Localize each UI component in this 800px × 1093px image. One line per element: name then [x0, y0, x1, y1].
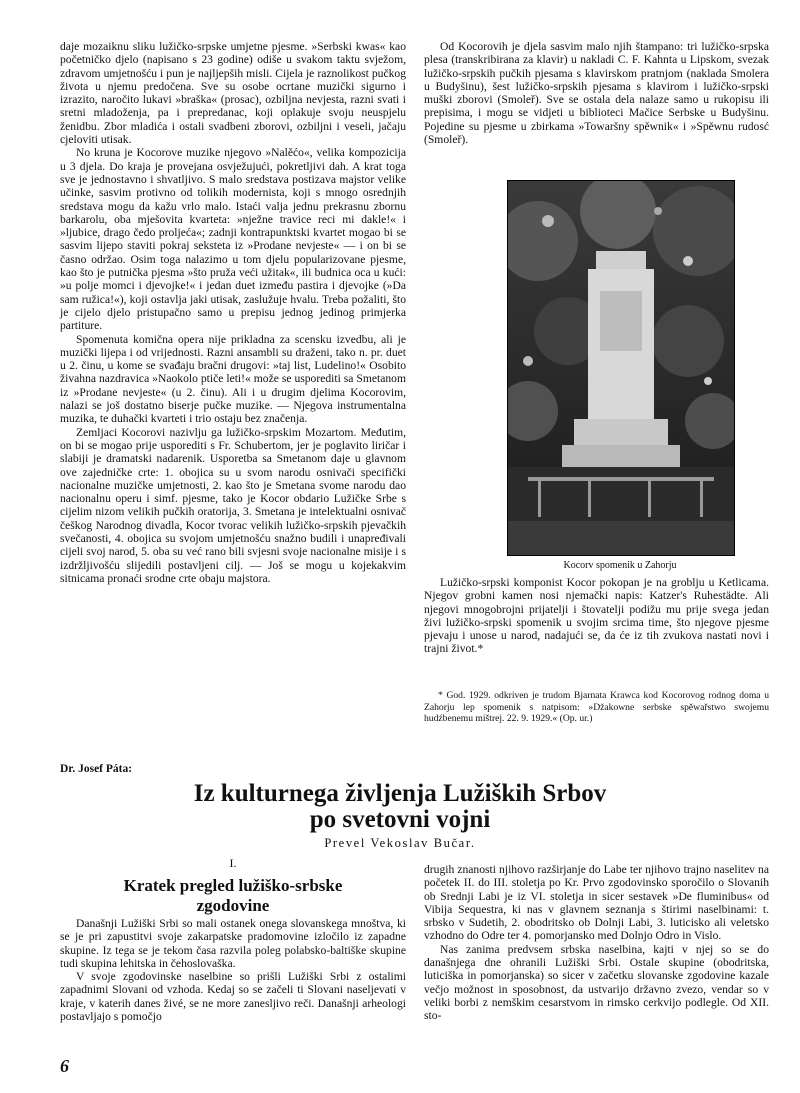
article-title-line2: po svetovni vojni: [309, 806, 491, 833]
paragraph: Zemljaci Kocorovi nazivlju ga lužičko-srpskim Mozartom. Međutim, on bi se mogao prije usporediti s Fr. Schubertom, jer je poglavito liričar i slabiji je dramatski nadarenik. Usporetba sa Smetanom daje u glavnom ove zajedničke crte: 1. obojica su u svom narodu osnivači specifički nacionalne muzičke umjetnosti, 2. kao što je Smetana svome narodu dao nacionalnu operu i simf. pjesme, tako je Kocor obdario Lužičke Srbe s cijelim nizom velikih pučkih oratorija, 3. Smetana je intelektualni osnivač češkog Narodnog divadla, Kocor tvorac velikih lužičko-srpskih pjevačkih svečanosti, 4. obojica su svojom umjetnošću snažno budili i unapređivali cijeli svoj narod, 5. oba su već rano bili svjesni svoje nacionalne misije i s izdržljivošću slijedili postavljeni cilj. — Još se mogu u kojekakvim sitnicama pronaći srodne crte obaju majstora.: [60, 425, 406, 585]
photo-caption: Kocorv spomenik u Zahorju: [563, 560, 677, 571]
monument-photo-illustration: [508, 181, 734, 555]
right-text-column-top: [424, 40, 769, 146]
article-title-line1: Iz kulturnega življenja Lužiških Srbov: [193, 780, 607, 807]
footnote-text: * God. 1929. odkriven je trudom Bjarnata Krawca kod Kocorovog rodnog doma u Zahorju lep spomenik s natpisom: »Džakowne serbske spěwařstwo swojemu hudźbenemu mištrej. 22. 9. 1929.« (Op. ur.): [424, 690, 769, 724]
monument-photo: [507, 180, 735, 556]
paragraph: daje mozaiknu sliku lužičko-srpske umjetne pjesme. »Serbski kwas« kao početničko djelo (napisano s 23 godine) odiše u svakom taktu svježom, zdravom umjetnošću i pun je najljepših misli. Cijela je raznolikost pučkog života u njemu predočena. Sve su osobe ocrtane muzički sigurno i izrazito, naročito lukavi »braška« (prosac), ozbiljna nevjesta, razni svati i sretni mladoženja, pa i prepredanac, koji oplakuje svoju neuspjelu ženidbu. Zbor mladića i ostali svadbeni zborovi, ozbiljni i veseli, jačaju cjeloviti utisak.: [60, 40, 406, 147]
paragraph: Od Kocorovih je djela sasvim malo njih štampano: tri lužičko-srpska plesa (transkribirana za klavir) u nakladi C. F. Kahnta u Lipskom, svezak lužičko-srpskih pučkih pjesama s klavirskom pratnjom (naklada Smolera u Budyšinu), šest lužičko-srpskih pjesama s klavirom i lužičko-srpski muški zborovi (Smoleř). Sve se ostala dela nalaze samo u rukopisu ili prepisima, i mogu se vidjeti u biblioteci Mačice Serbske u Budyšinu. Pojedine su pjesme u zbirkama »Towaršny spěwnik« i »Spěwnu rudosć (Smoleř).: [424, 40, 769, 147]
section-title-line2: zgodovine: [196, 896, 270, 915]
paragraph: V svoje zgodovinske naselbine so prišli Lužiški Srbi z ostalimi zapadnimi Slovani od vzhoda. Kedaj so se začeli ti Slovani naseljevati v kraje, v katerih danes živé, se ne more zanesljivo reči. Današnji arheologi postavljajo s pomočjo: [60, 970, 406, 1024]
page-number: 6: [60, 1056, 69, 1076]
footnote: [424, 690, 769, 725]
paragraph: Spomenuta komična opera nije prikladna za scensku izvedbu, ali je muzički lijepa i od vrijednosti. Razni ansambli su draženi, tako n. pr. duet u 2. činu, u kome se svađaju bračni drugovi: »taj list, Ludelino!« Osobito živahna nazdravica »Naokolo ptiče leti!« može se usporediti sa Smetanom iz »Prodane nevjeste« (u 2. činu). Ali i u drugim djelima Kocorovim, nalazi se još dostatno biserje pučke muzike. — Njegova instrumentalna muzika, te duhački kvarteti i trio ostaju bez značenja.: [60, 332, 406, 426]
paragraph: Lužičko-srpski komponist Kocor pokopan je na groblju u Ketlicama. Njegov grobni kamen nosi njemački napis: Katzer's Ruhestädte. Ali njegovi mnogobrojni prijatelji i štovatelji podižu mu prije svega jedan živi lužičko-srpski spomenik u svojim srcima time, što njegove pjesme pjevaju i unose u narod, nadajući se, da će iz tih zvukova nastati novi i trajni život.*: [424, 576, 769, 656]
right-text-column-mid: [424, 576, 769, 656]
paragraph: No kruna je Kocorove muzike njegovo »Nalěćo«, velika kompozicija u 3 djela. Do kraja je provejana osvježujući, pokretljivi dah. A krat toga sve je jednostavno i shvatljivo. S malo sredstava postizava majstor velike učinke, sasvim protivno od tolikih modernista, koji s mnogo osrednjih sredstava mogu da kažu vrlo malo. Istaći valja jednu prekrasnu zbornu barkarolu, oba mješovita kvarteta: »nježne travice reci mi dakle!« i »ljubice, drago čedo proljeća«; zadnji kontrapunktski kvartet mogao bi se sasvim lijepo staviti pokraj seksteta iz »Prodane nevjeste« — i on bi se časno održao. Osim toga nalazimo u tom djelu popularizovane pjesme, kao što je putnička pjesma »što pruža veći užitak«, ili budnica oca u kući: »u polje momci i djevojke!« i jedan duet između pastira i djevojke (»Da sam ružica!«), koji ostavlja jaki utisak, zaslužuje hvalu. Treba požaliti, što je cijelo djelo pristupačno samo u prepisu jednog jedinog primjerka partiture.: [60, 146, 406, 333]
left-text-column: [60, 40, 406, 585]
paragraph: Nas zanima predvsem srbska naselbina, kajti v njej so se do današnjega dne ohranili Lužiški Srbi. Ostale skupine (obodritska, luticiška in pomorjanska) so sicer v začetku slovanske zgodovine kazale večjo možnost in sposobnost, da ustvarijo državno zvezo, vendar so v veliki borbi z nemškim cesarstvom in rimsko cerkvijo podlegle. Od XII. sto-: [424, 942, 769, 1023]
paragraph: drugih znanosti njihovo razširjanje do Labe ter njihovo trajno naselitev na početek II. do III. stoletja po Kr. Prvo zgodovinsko sporočilo o Slovanih ob Srednji Labi je iz VI. stoletja in sicer sestavek »De fluminibus« od Vibija Sequestra, ki nas v glavnem seznanja s štirimi naselbinami: t. srbsko v Sudetih, 2. obodritsko ob Dolnji Labi, 3. luticisko ali veletsko vzhodno do Odre ter 4. pomorjansko med Dolnjo Odro in Vislo.: [424, 863, 769, 943]
article-translator: Prevel Vekoslav Bučar.: [324, 836, 476, 850]
article-right-column: [424, 863, 769, 1023]
article-left-column: [60, 917, 406, 1023]
section-number: I.: [229, 856, 237, 870]
paragraph: Današnji Lužiški Srbi so mali ostanek onega slovanskega mnoštva, ki se je pri zapustitvi svoje zakarpatske pradomovine izločilo iz zapadne skupine. Iz tega se je tekom časa razvila poleg polabsko-baltiške skupine tudi skupina lehitska in čehoslovaška.: [60, 917, 406, 970]
article-author: Dr. Josef Páta:: [60, 763, 133, 775]
section-title-line1: Kratek pregled lužiško-srbske: [123, 876, 343, 895]
